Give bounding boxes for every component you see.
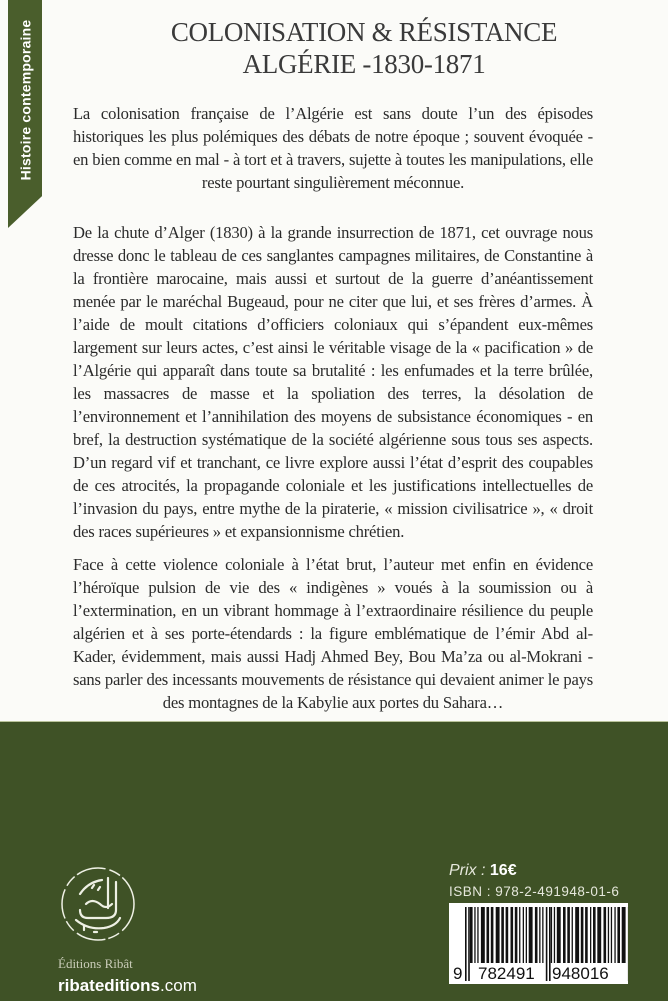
barcode-bar <box>496 907 500 963</box>
barcode-bar <box>567 907 570 963</box>
isbn <box>449 884 619 899</box>
barcode-digits-right: 948016 <box>551 965 610 983</box>
series-label-wrap <box>8 0 42 200</box>
barcode-bar <box>523 907 524 963</box>
blurb-paragraph-1: La colonisation française de l’Algérie est sans doute l’un des épisodes historiques les plus polémiques des débats de notre époque ; souvent évoquée - en bien comme en mal - à tort et à travers, sujette à toutes les manipulations, elle reste pourtant singulièrement méconnue. <box>73 102 593 194</box>
price <box>449 862 517 880</box>
barcode-bar <box>474 907 475 963</box>
price-label: Prix : <box>449 862 485 879</box>
barcode-bar <box>611 907 612 963</box>
barcode-bar <box>581 907 584 963</box>
barcode-digit-first: 9 <box>452 965 463 983</box>
barcode-bar <box>557 907 561 963</box>
publisher-name: Éditions Ribât <box>58 956 133 972</box>
barcode-bar <box>477 907 478 963</box>
barcode-bar <box>608 907 609 963</box>
book-title <box>60 16 668 80</box>
series-label: Histoire contemporaine <box>17 20 33 181</box>
barcode-bar <box>614 907 615 963</box>
isbn-value: 978-2-491948-01-6 <box>495 884 619 899</box>
barcode-bar <box>487 907 490 963</box>
barcode-bar <box>604 907 607 963</box>
barcode-bar <box>515 907 518 963</box>
barcode-bar <box>501 907 504 963</box>
barcode-bar <box>529 907 533 963</box>
barcode-bar <box>481 907 485 963</box>
barcode-bar <box>519 907 520 963</box>
barcode-bar <box>590 907 591 963</box>
price-value: 16€ <box>490 862 517 879</box>
barcode-bar <box>470 907 473 963</box>
barcode-bar <box>617 907 620 963</box>
barcode-bar <box>535 907 538 963</box>
barcode-bar <box>539 907 540 963</box>
barcode-bar <box>542 907 543 963</box>
barcode-bar <box>575 907 579 963</box>
barcode-digits-left: 782491 <box>477 965 536 983</box>
calligraphy-seal-icon <box>58 864 138 944</box>
barcode-bar <box>597 907 601 963</box>
barcode-bar <box>563 907 566 963</box>
barcode-bar <box>622 907 626 963</box>
barcode-digits <box>449 965 628 983</box>
barcode-bar <box>593 907 596 963</box>
barcode-bar <box>511 907 514 963</box>
barcode <box>449 903 628 984</box>
barcode-bar <box>572 907 573 963</box>
publisher-website[interactable] <box>58 976 197 996</box>
website-name: ribateditions <box>58 976 160 995</box>
barcode-bar <box>491 907 494 963</box>
barcode-bar <box>551 907 552 963</box>
blurb-paragraph-3: Face à cette violence coloniale à l’état brut, l’auteur met enfin en évidence l’héroïque pulsion de vie des « indigènes » voués à la soumission ou à l’extermination, en un vibrant hommage à l’extraordinaire résilience du peuple algérien et à ses porte-étendards : la figure emblématique de l’émir Abd al-Kader, évidemment, mais aussi Hadj Ahmed Bey, Bou Ma’za ou al-Mokrani - sans parler des incessants mouvements de résistance qui devaient animer le pays des montagnes de la Kabylie aux portes du Sahara… <box>73 553 593 714</box>
barcode-bar <box>585 907 588 963</box>
barcode-bar <box>526 907 527 963</box>
title-line-1: COLONISATION & RÉSISTANCE <box>60 16 668 48</box>
barcode-bar <box>554 907 555 963</box>
title-line-2: ALGÉRIE -1830-1871 <box>60 48 668 80</box>
isbn-label: ISBN : <box>449 884 491 899</box>
website-suffix: .com <box>160 976 197 995</box>
barcode-bar <box>506 907 509 963</box>
blurb-paragraph-2: De la chute d’Alger (1830) à la grande insurrection de 1871, cet ouvrage nous dresse donc le tableau de ces sanglantes campagnes militaires, de Constantine à la frontière marocaine, mais aussi et surtout de la guerre d’anéantissement menée par le maréchal Bugeaud, pour ne citer que lui, et ses frères d’armes. À l’aide de moult citations d’officiers coloniaux qui s’épandent eux-mêmes largement sur leurs actes, c’est ainsi le véritable visage de la « pacification » de l’Algérie qui apparaît dans toute sa brutalité : les enfumades et la terre brûlée, les massacres de masse et la spoliation des terres, la désolation de l’environnement et l’annihilation des moyens de subsistance économiques - en bref, la destruction systématique de la société algérienne sous tous ses aspects. D’un regard vif et tranchant, ce livre explore aussi l’état d’esprit des coupables de ces atrocités, la propagande coloniale et les justifications intellectuelles de l’invasion du pays, entre mythe de la piraterie, « mission civilisatrice », « droit des races supérieures » et expansionnisme chrétien. <box>73 221 593 543</box>
